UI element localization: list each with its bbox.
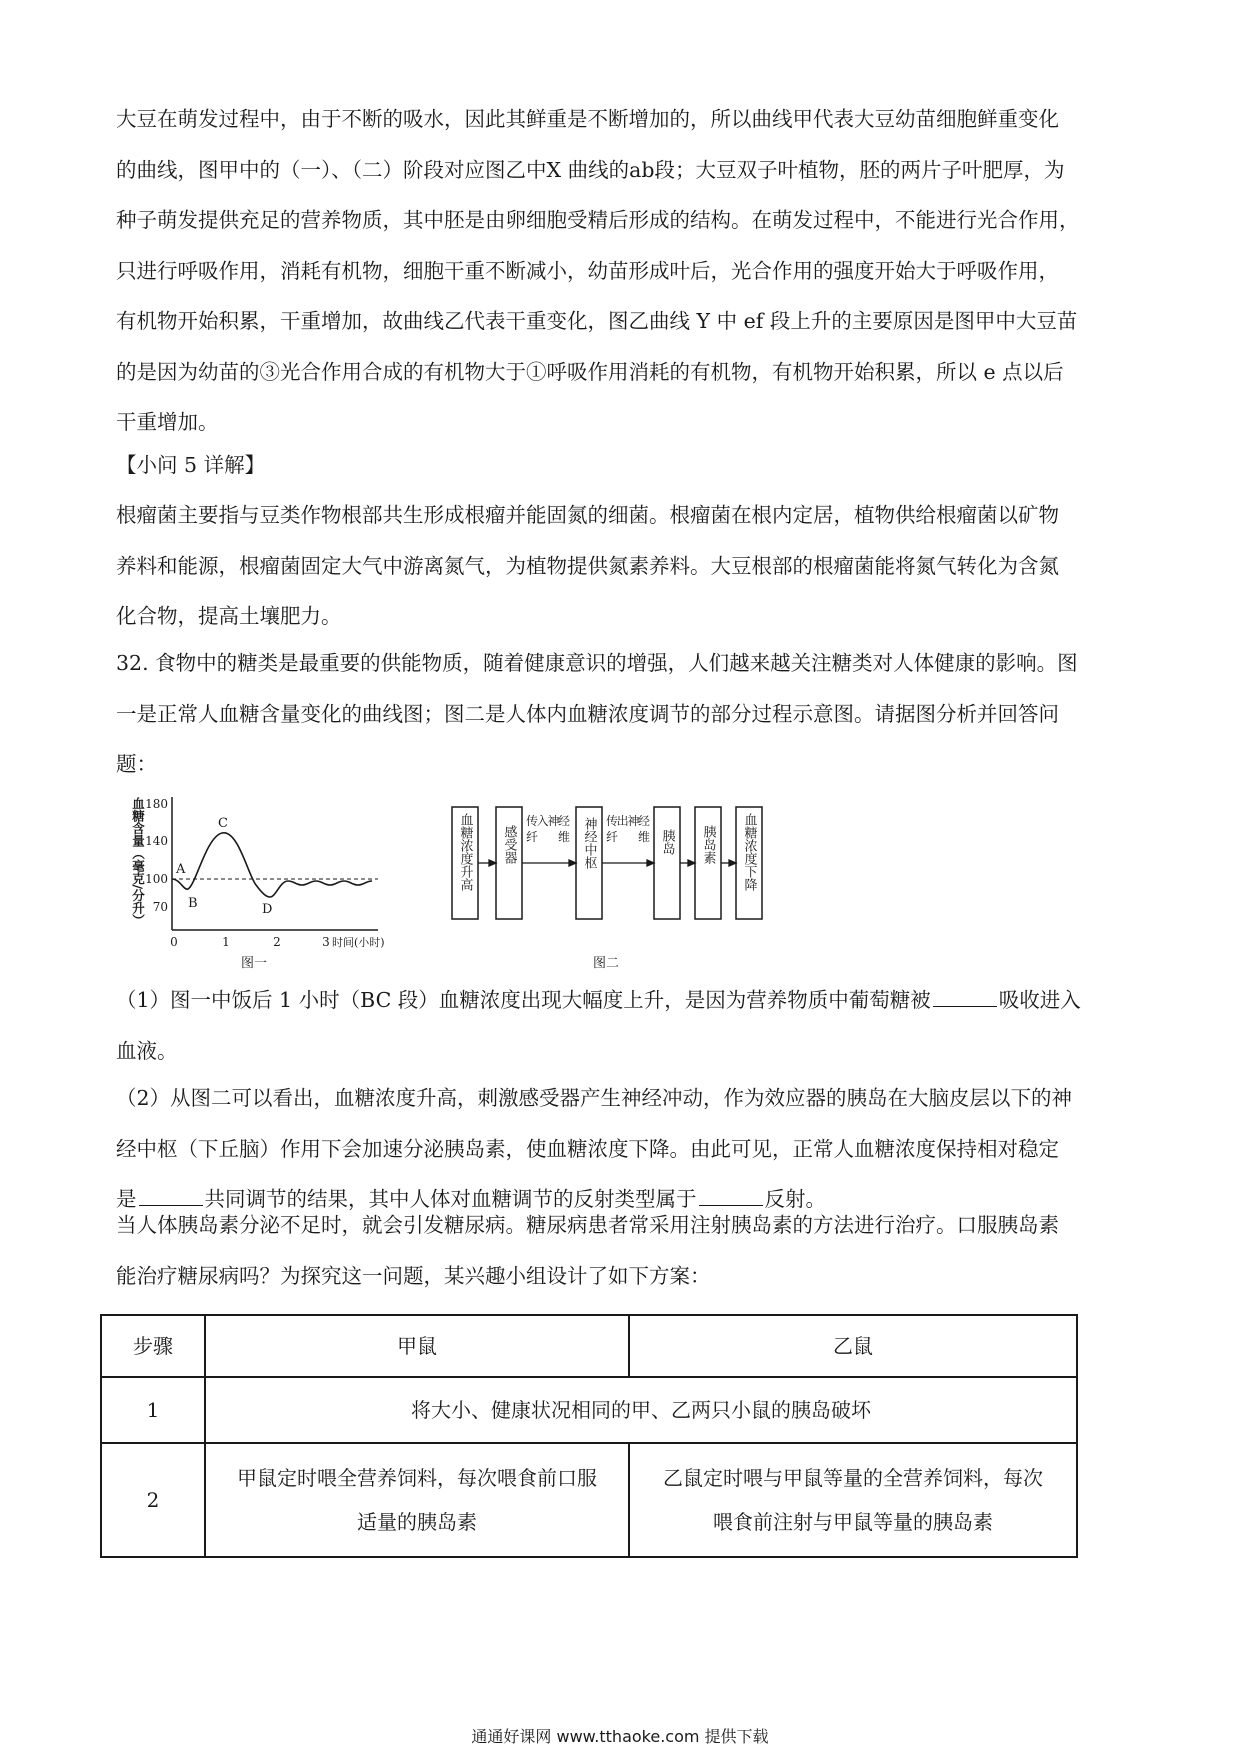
fig2-arrow-label-afferent-2: 纤维 [526,830,570,844]
text-line: 题： [116,752,157,776]
text-line [116,975,1131,1026]
fig1-ytick: 140 [145,834,168,848]
fig2-box-text: 感受器 [501,825,517,864]
fig1-caption: 图一 [240,956,268,970]
experiment-table [100,1314,1078,1558]
cell-line: 甲鼠定时喂全营养饲料，每次喂食前口服 [237,1466,597,1490]
fig1-ylabel-text: 血糖含量（毫克/分升） [130,797,146,927]
table-cell-step: 1 [101,1377,205,1443]
table-header-cell: 步骤 [101,1315,205,1377]
table-header-row [101,1315,1077,1377]
fig2-box-text: 胰岛 [659,829,675,855]
fig2-arrow-label-efferent-1: 传出神经 [606,814,650,828]
answer-blank[interactable] [933,1005,997,1007]
figures-svg [116,785,796,970]
fig2-caption: 图二 [592,956,620,970]
cell-line: 喂食前注射与甲鼠等量的胰岛素 [713,1510,993,1534]
diabetes-paragraph [116,1200,1131,1301]
fig1-ylabel [131,796,146,927]
cell-line: 适量的胰岛素 [357,1510,477,1534]
fig1-point-label: A [176,862,186,877]
text-line: 化合物，提高土壤肥力。 [116,604,342,628]
section-heading-text: 【小问 5 详解】 [116,453,266,477]
fig2-box-text: 神经中枢 [581,817,597,869]
fig1-xlabel: 时间(小时) [332,936,385,949]
text-line: 大豆在萌发过程中，由于不断的吸水，因此其鲜重是不断增加的，所以曲线甲代表大豆幼苗细胞鲜重变化 [116,107,1059,131]
q1-text: （1）图一中饭后 1 小时（BC 段）血糖浓度出现大幅度上升，是因为营养物质中葡萄糖被 [116,988,931,1012]
table-header-cell: 乙鼠 [629,1315,1077,1377]
figure-2 [452,807,762,970]
fig2-box-text: 血糖浓度升高 [457,813,473,891]
text-line: 有机物开始积累，干重增加，故曲线乙代表干重变化，图乙曲线 Y 中 ef 段上升的主要原因是图甲中大豆苗 [116,309,1078,333]
table-header-cell: 甲鼠 [205,1315,629,1377]
q2-text: 是 [116,1187,137,1211]
text-line: 经中枢（下丘脑）作用下会加速分泌胰岛素，使血糖浓度下降。由此可见，正常人血糖浓度保持相对稳定 [116,1136,1059,1161]
figure-1 [131,796,385,970]
q2-text: 反射。 [764,1187,826,1211]
fig1-ytick: 100 [145,872,168,886]
fig2-arrow-label-afferent-1: 传入神经 [526,814,570,828]
table-cell-mouse-b [629,1443,1077,1557]
text-line: 32. 食物中的糖类是最重要的供能物质，随着健康意识的增强，人们越来越关注糖类对人体健康的影响。图 [116,651,1078,675]
fig1-xtick: 0 [170,935,178,949]
text-line: 的是因为幼苗的③光合作用合成的有机物大于①呼吸作用消耗的有机物，有机物开始积累，所以 e 点以后 [116,359,1064,384]
figures-area [116,785,796,970]
fig1-point-label: D [262,902,273,917]
fig2-box-islet [654,807,680,919]
text-line: 能治疗糖尿病吗？为探究这一问题，某兴趣小组设计了如下方案： [116,1263,711,1288]
fig1-point-label: B [188,896,198,911]
cell-line: 乙鼠定时喂与甲鼠等量的全营养饲料，每次 [663,1466,1043,1490]
text-line: 干重增加。 [116,410,219,434]
fig1-xtick: 3 [322,935,330,949]
text-line: 当人体胰岛素分泌不足时，就会引发糖尿病。糖尿病患者常采用注射胰岛素的方法进行治疗。口服胰岛素 [116,1213,1059,1237]
text-line: 只进行呼吸作用，消耗有机物，细胞干重不断减小，幼苗形成叶后，光合作用的强度开始大于呼吸作用， [116,258,1059,283]
fig2-arrows [478,860,736,866]
table-cell-mouse-a [205,1443,629,1557]
table-row [101,1443,1077,1557]
fig1-xtick: 1 [222,935,230,949]
fig1-point-label: C [218,816,228,831]
fig1-ytick: 70 [152,900,168,914]
text-line: 养料和能源，根瘤菌固定大气中游离氮气，为植物提供氮素养料。大豆根部的根瘤菌能将氮气转化为含氮 [116,553,1059,578]
text-line: 血液。 [116,1038,178,1063]
table-row [101,1377,1077,1443]
section-heading [116,440,1131,491]
text-line: 的曲线，图甲中的（一）、（二）阶段对应图乙中X 曲线的ab段；大豆双子叶植物，胚的两片子叶肥厚，为 [116,157,1065,182]
text-line: （2）从图二可以看出，血糖浓度升高，刺激感受器产生神经冲动，作为效应器的胰岛在大脑皮层以下的神 [116,1086,1073,1110]
text-line: 一是正常人血糖含量变化的曲线图；图二是人体内血糖浓度调节的部分过程示意图。请据图分析并回答问 [116,701,1059,726]
table-cell-step: 2 [101,1443,205,1557]
fig2-box-text: 胰岛素 [700,825,716,864]
table-cell-merged: 将大小、健康状况相同的甲、乙两只小鼠的胰岛破坏 [205,1377,1077,1443]
explanation-paragraph [116,94,1131,448]
page-footer: 通通好课网 www.tthaoke.com 提供下载 [471,1727,769,1746]
text-line: 根瘤菌主要指与豆类作物根部共生形成根瘤并能固氮的细菌。根瘤菌在根内定居，植物供给根瘤菌以矿物 [116,503,1059,527]
q1-text: 吸收进入 [998,988,1081,1012]
fig1-ytick: 180 [145,797,168,811]
question-32-stem [116,638,1131,790]
q2-text: 共同调节的结果，其中人体对血糖调节的反射类型属于 [204,1187,697,1211]
fig1-xtick: 2 [273,935,281,949]
rhizobia-paragraph [116,490,1131,642]
question-1 [116,975,1131,1076]
fig2-box-text: 血糖浓度下降 [741,813,757,891]
text-line: 种子萌发提供充足的营养物质，其中胚是由卵细胞受精后形成的结构。在萌发过程中，不能进行光合作用， [116,208,1080,232]
fig1-curve [172,833,372,897]
fig2-arrow-label-efferent-2: 纤维 [606,830,650,844]
